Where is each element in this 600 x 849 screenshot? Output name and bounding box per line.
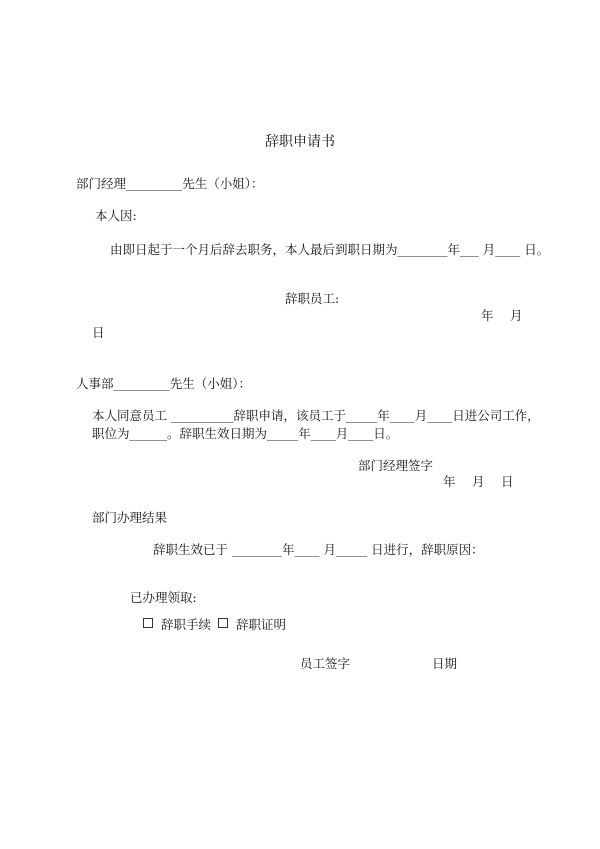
document-title: 辞职申请书: [265, 134, 335, 150]
date-label: 日期: [432, 656, 458, 671]
option-label: 辞职手续: [161, 617, 212, 632]
approval-line-1: 本人同意员工 __________辞职申请，该员工于_____年____月____日进公司工作，: [92, 408, 540, 423]
employee-signature-label: 员工签字: [300, 656, 351, 671]
approval-line-2: 职位为______。辞职生效日期为_____年____月____日。: [92, 426, 399, 441]
option-label: 辞职证明: [236, 617, 287, 632]
hr-salutation: 人事部_________先生（小姐）：: [76, 376, 252, 391]
employee-date-year-month: 年 月: [481, 308, 523, 323]
manager-salutation: 部门经理_________先生（小姐）：: [76, 176, 264, 191]
resignation-statement: 由即日起于一个月后辞去职务，本人最后到职日期为________年___ 月____ 日。: [110, 242, 550, 257]
employee-date-day: 日: [92, 325, 105, 340]
effective-date-statement: 辞职生效已于 ________年____ 月_____ 日进行，辞职原因：: [153, 542, 484, 557]
option-resignation-procedure[interactable]: [143, 617, 211, 633]
reason-label: 本人因:: [95, 208, 137, 223]
department-result-heading: 部门办理结果: [92, 510, 168, 525]
manager-signature-date: 年 月 日: [443, 474, 514, 489]
resigning-employee-label: 辞职员工:: [285, 291, 340, 306]
option-resignation-certificate[interactable]: [218, 617, 286, 633]
received-label: 已办理领取:: [130, 590, 197, 605]
checkbox-icon[interactable]: [143, 618, 153, 628]
checkbox-icon[interactable]: [218, 618, 228, 628]
manager-signature-label: 部门经理签字: [358, 458, 434, 473]
